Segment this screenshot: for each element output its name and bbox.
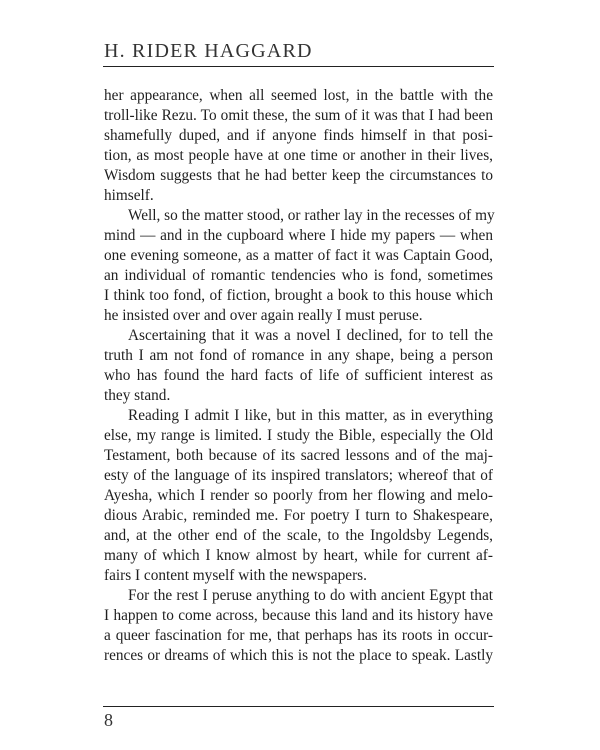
text-line: and, at the other end of the scale, to the Ingoldsby Legends,	[104, 527, 493, 544]
paragraph-1	[104, 86, 493, 206]
text-line: fairs I content myself with the newspapers.	[104, 567, 367, 584]
text-line: himself.	[104, 187, 154, 204]
text-line: mind — and in the cupboard where I hide my papers — when	[104, 227, 493, 244]
text-line: her appearance, when all seemed lost, in the battle with the	[104, 87, 493, 104]
text-line: Wisdom suggests that he had better keep the circumstances to	[104, 167, 493, 184]
text-line: an individual of romantic tendencies who is fond, sometimes	[104, 267, 493, 284]
running-head: H. RIDER HAGGARD	[104, 40, 313, 62]
text-line: Well, so the matter stood, or rather lay in the recesses of my	[128, 207, 495, 224]
paragraph-2	[104, 206, 493, 326]
text-line: shamefully duped, and if anyone finds himself in that posi-	[104, 127, 493, 144]
text-line: who has found the hard facts of life of sufficient interest as	[104, 367, 493, 384]
header-rule	[103, 66, 494, 67]
paragraph-4	[104, 406, 493, 586]
text-line: Ayesha, which I render so poorly from her flowing and melo-	[104, 487, 493, 504]
text-line: dious Arabic, reminded me. For poetry I turn to Shakespeare,	[104, 507, 493, 524]
text-line: For the rest I peruse anything to do with ancient Egypt that	[128, 587, 493, 604]
text-line: I think too fond, of fiction, brought a book to this house which	[104, 287, 493, 304]
text-line: esty of the language of its inspired translators; whereof that of	[104, 467, 493, 484]
text-line: Reading I admit I like, but in this matter, as in everything	[128, 407, 493, 424]
text-line: truth I am not fond of romance in any shape, being a person	[104, 347, 493, 364]
text-line: one evening someone, as a matter of fact it was Captain Good,	[104, 247, 493, 264]
footer-rule	[103, 706, 494, 707]
text-line: I happen to come across, because this land and its history have	[104, 607, 493, 624]
text-line: they stand.	[104, 387, 171, 404]
text-line: many of which I know almost by heart, while for current af-	[104, 547, 493, 564]
paragraph-5	[104, 586, 493, 666]
page-number: 8	[104, 710, 113, 730]
paragraph-3	[104, 326, 493, 406]
text-line: rences or dreams of which this is not the place to speak. Lastly	[104, 647, 493, 664]
text-line: he insisted over and over again really I must peruse.	[104, 307, 423, 324]
text-line: Ascertaining that it was a novel I declined, for to tell the	[128, 327, 493, 344]
text-line: Testament, both because of its sacred lessons and of the maj-	[104, 447, 493, 464]
body-text	[104, 86, 493, 666]
text-line: else, my range is limited. I study the Bible, especially the Old	[104, 427, 493, 444]
text-line: tion, as most people have at one time or another in their lives,	[104, 147, 493, 164]
text-line: a queer fascination for me, that perhaps has its roots in occur-	[104, 627, 493, 644]
text-line: troll-like Rezu. To omit these, the sum of it was that I had been	[104, 107, 493, 124]
